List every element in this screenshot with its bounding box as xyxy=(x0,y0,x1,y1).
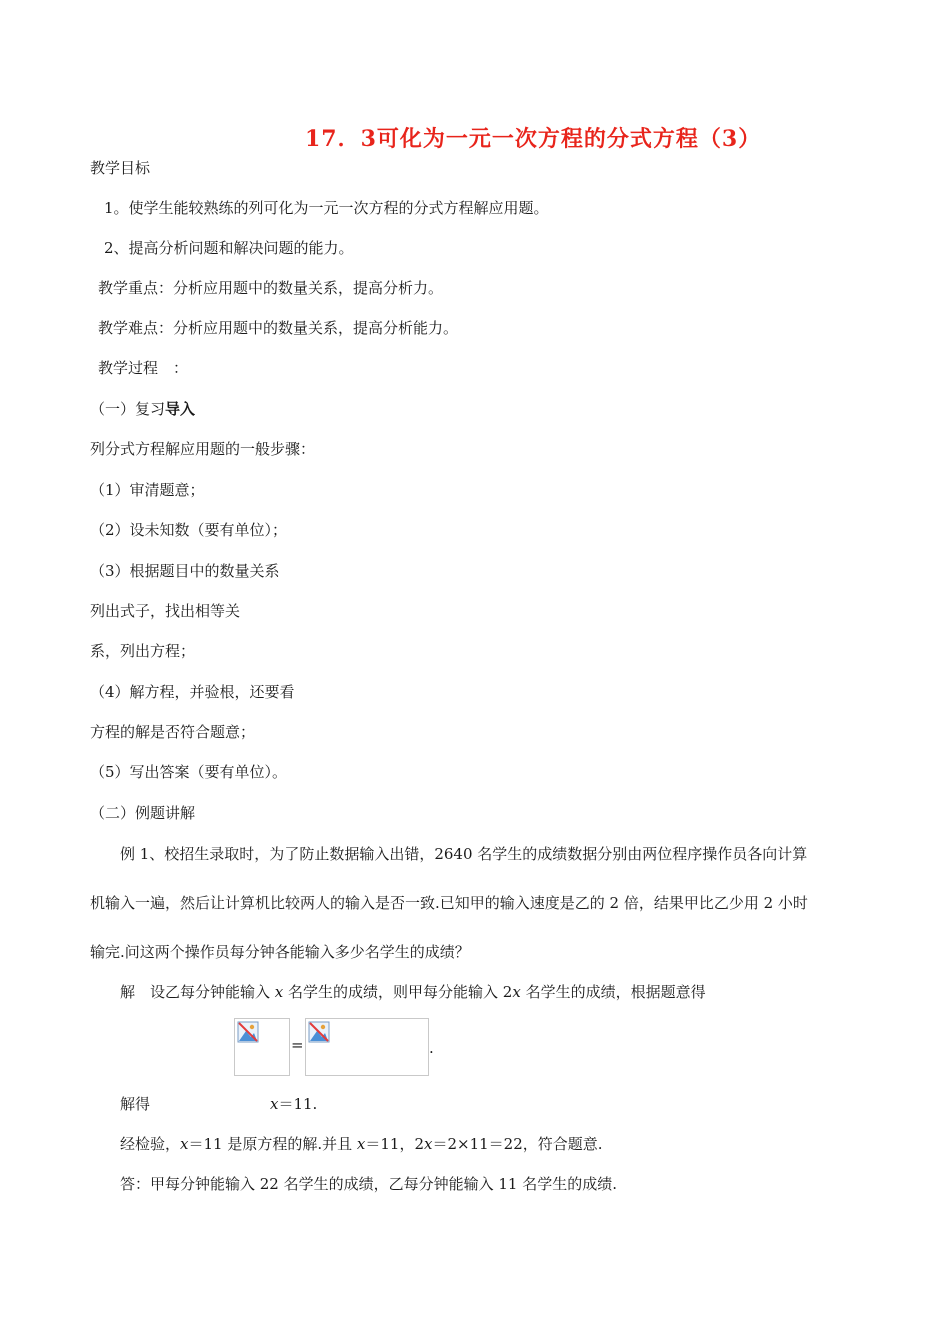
objective-item-2: 2、提高分析问题和解决问题的能力。 xyxy=(104,239,354,257)
variable-x: x xyxy=(356,1135,366,1153)
answer-line: 答：甲每分钟能输入 22 名学生的成绩，乙每分钟能输入 11 名学生的成绩. xyxy=(120,1175,618,1193)
section-example-heading: （二）例题讲解 xyxy=(90,804,196,822)
check-d: ＝2×11＝22，符合题意. xyxy=(432,1135,603,1153)
check-c: ＝11，2 xyxy=(365,1135,424,1153)
check-b: ＝11 是原方程的解.并且 xyxy=(188,1135,357,1153)
steps-intro: 列分式方程解应用题的一般步骤： xyxy=(90,440,316,458)
difficulty-point: 教学难点：分析应用题中的数量关系，提高分析能力。 xyxy=(98,319,459,337)
variable-x: x xyxy=(424,1135,433,1153)
solution-intro xyxy=(120,982,706,1002)
solve-label: 解得 xyxy=(120,1095,151,1113)
key-point: 教学重点：分析应用题中的数量关系，提高分析力。 xyxy=(98,279,444,297)
check-a: 经检验， xyxy=(120,1135,181,1153)
step-5: （5）写出答案（要有单位）。 xyxy=(90,763,288,781)
example-line-3: 输完.问这两个操作员每分钟各能输入多少名学生的成绩？ xyxy=(90,943,470,961)
section-review-bold: 导入 xyxy=(165,400,196,418)
solve-value: ＝11. xyxy=(278,1095,318,1113)
step-4-line-b: 方程的解是否符合题意； xyxy=(90,723,256,741)
example-line-2: 机输入一遍，然后让计算机比较两人的输入是否一致.已知甲的输入速度是乙的 2 倍，结果甲比乙少用 2 小时 xyxy=(90,894,808,912)
teaching-process: 教学过程 ： xyxy=(98,359,189,377)
section-review-prefix: （一）复习 xyxy=(90,400,166,418)
step-1: （1）审清题意； xyxy=(90,481,205,499)
equals-sign: = xyxy=(291,1036,304,1054)
variable-x: x xyxy=(512,983,521,1001)
step-3-line-c: 系，列出方程； xyxy=(90,642,196,660)
broken-image-icon xyxy=(237,1021,259,1043)
step-3-line-b: 列出式子，找出相等关 xyxy=(90,602,241,620)
equation-left-image xyxy=(234,1018,290,1076)
variable-x: x xyxy=(270,1095,279,1113)
solution-intro-a: 解 设乙每分钟能输入 xyxy=(120,983,275,1001)
broken-image-icon xyxy=(308,1021,330,1043)
page-title: 17．3可化为一元一次方程的分式方程（3） xyxy=(305,126,762,152)
variable-x: x xyxy=(180,1135,189,1153)
equation-period: . xyxy=(429,1039,434,1057)
solution-intro-b: 名学生的成绩，则甲每分能输入 2 xyxy=(283,983,513,1001)
step-4-line-a: （4）解方程，并验根，还要看 xyxy=(90,683,295,701)
solution-intro-c: 名学生的成绩，根据题意得 xyxy=(520,983,706,1001)
objective-item-1: 1。使学生能较熟练的列可化为一元一次方程的分式方程解应用题。 xyxy=(104,199,549,217)
solve-result xyxy=(270,1094,317,1114)
variable-x: x xyxy=(274,983,284,1001)
step-2: （2）设未知数（要有单位）； xyxy=(90,521,288,539)
step-3-line-a: （3）根据题目中的数量关系 xyxy=(90,562,280,580)
example-line-1: 例 1、校招生录取时，为了防止数据输入出错，2640 名学生的成绩数据分别由两位程序操作员各向计算 xyxy=(120,845,808,863)
check-line xyxy=(120,1134,603,1154)
objectives-heading: 教学目标 xyxy=(90,159,151,177)
section-review-heading xyxy=(90,399,195,419)
equation-right-image xyxy=(305,1018,429,1076)
